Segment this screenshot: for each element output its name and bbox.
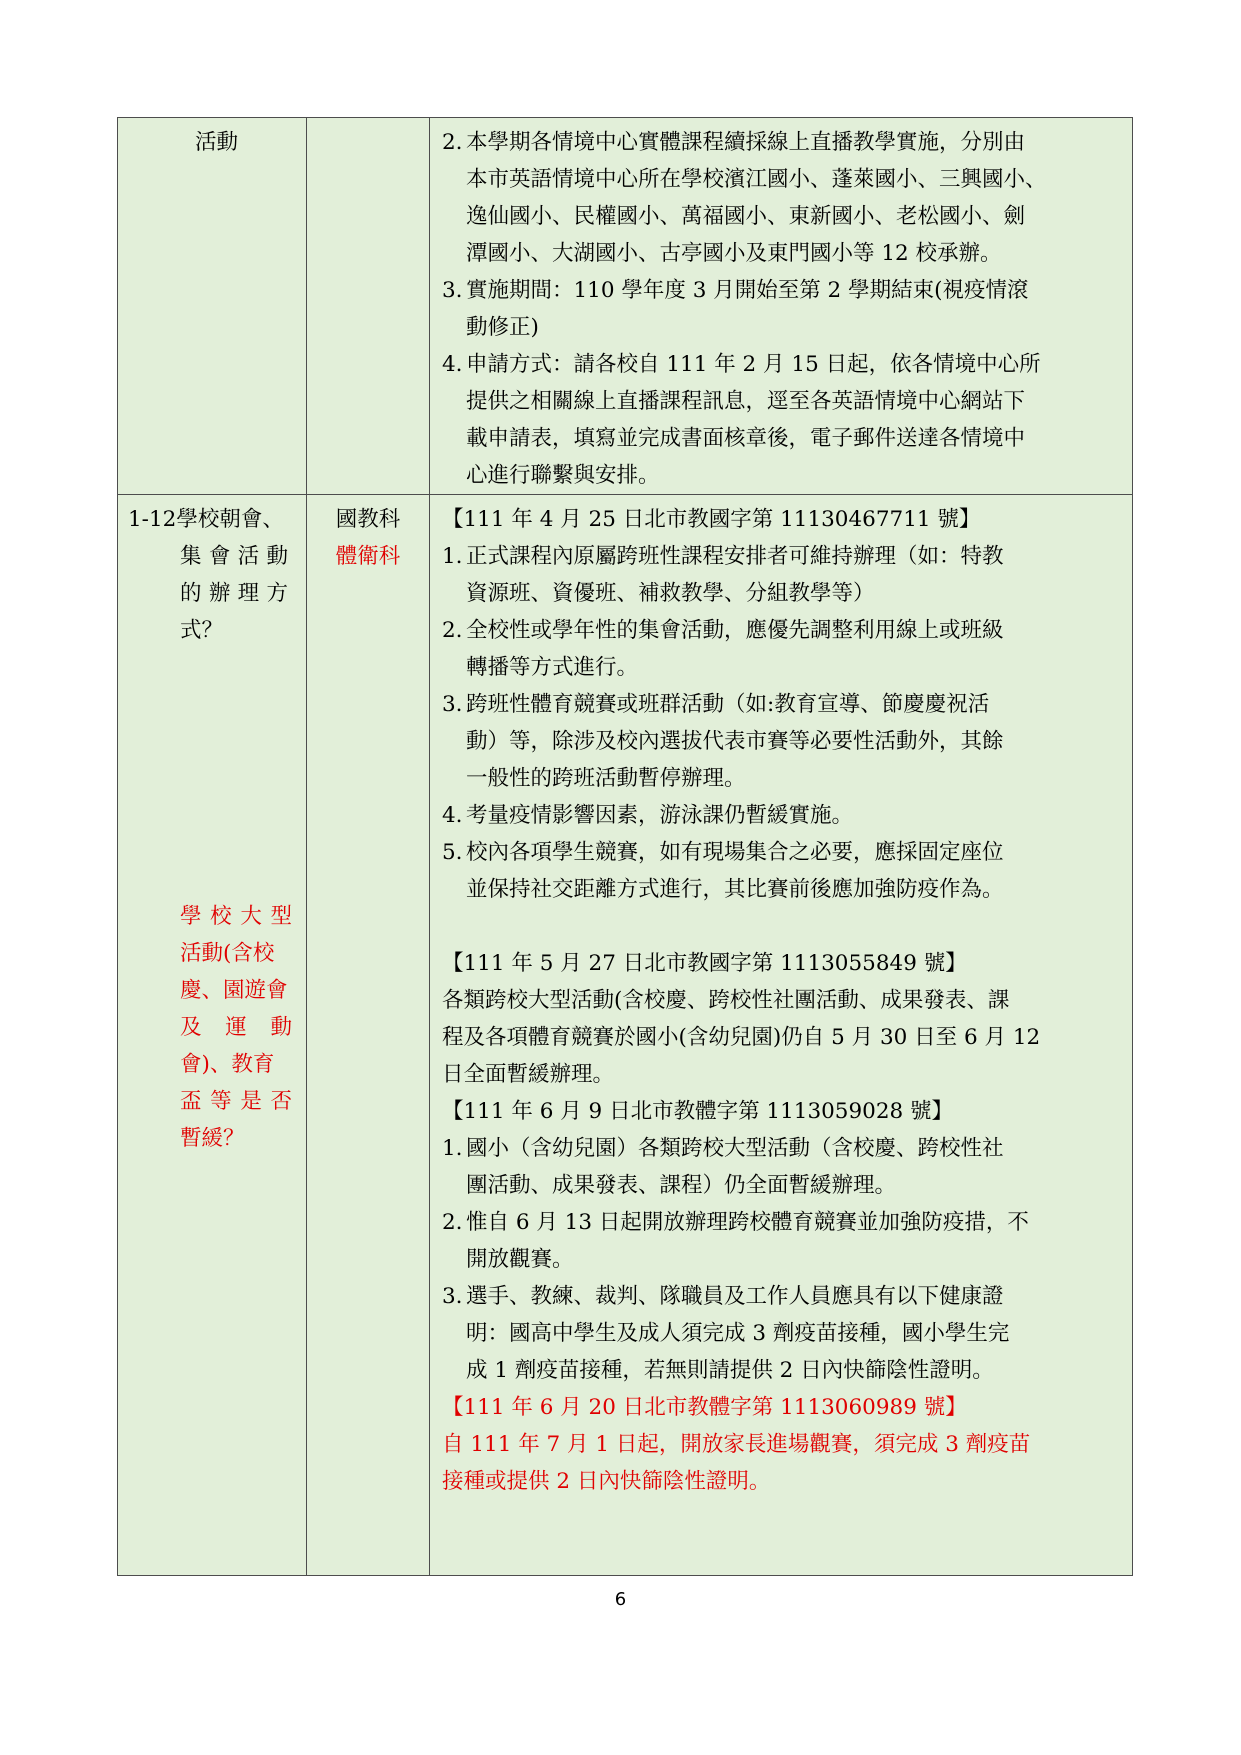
notice-body bbox=[442, 1426, 1132, 1500]
item-text: 開放觀賽。 bbox=[466, 1247, 574, 1272]
item-text: 全校性或學年性的集會活動，應優先調整利用線上或班級 bbox=[466, 618, 1004, 643]
list-item bbox=[442, 1130, 1132, 1204]
answer-list bbox=[442, 1130, 1132, 1389]
table-row bbox=[118, 495, 1133, 1576]
item-number: 3. bbox=[442, 278, 463, 303]
item-number: 1. bbox=[442, 1136, 463, 1161]
item-text: 考量疫情影響因素，游泳課仍暫緩實施。 bbox=[466, 803, 854, 828]
item-text: 動）等，除涉及校內選拔代表市賽等必要性活動外，其餘 bbox=[466, 729, 1004, 754]
notice-text: 自 111 年 7 月 1 日起，開放家長進場觀賽，須完成 3 劑疫苗 bbox=[442, 1432, 1031, 1457]
question-1-text: 的 辦 理 方 bbox=[180, 581, 288, 606]
item-text: 本市英語情境中心所在學校濱江國小、蓬萊國小、三興國小、 bbox=[466, 167, 1047, 192]
question-1-text: 學校朝會、 bbox=[176, 507, 284, 532]
item-text: 國小（含幼兒園）各類跨校大型活動（含校慶、跨校性社 bbox=[466, 1136, 1004, 1161]
item-number: 4. bbox=[442, 803, 463, 828]
answer-cell bbox=[430, 118, 1133, 495]
list-item bbox=[442, 1278, 1132, 1389]
item-text: 動修正) bbox=[466, 315, 539, 340]
item-number: 1. bbox=[442, 544, 463, 569]
item-number: 3. bbox=[442, 692, 463, 717]
notice-text: 日全面暫緩辦理。 bbox=[442, 1062, 615, 1087]
question-text: 活動 bbox=[195, 130, 239, 155]
list-item bbox=[442, 124, 1132, 272]
item-number: 5. bbox=[442, 840, 463, 865]
list-item bbox=[442, 797, 1132, 834]
item-text: 潭國小、大湖國小、古亭國小及東門國小等 12 校承辦。 bbox=[466, 241, 1002, 266]
notice-text: 程及各項體育競賽於國小(含幼兒園)仍自 5 月 30 日至 6 月 12 bbox=[442, 1025, 1041, 1050]
item-text: 一般性的跨班活動暫停辦理。 bbox=[466, 766, 746, 791]
question-cell bbox=[118, 118, 307, 495]
item-text: 正式課程內原屬跨班性課程安排者可維持辦理（如：特教 bbox=[466, 544, 1004, 569]
item-text: 實施期間：110 學年度 3 月開始至第 2 學期結束(視疫情滾 bbox=[466, 278, 1029, 303]
notice-header: 【111 年 4 月 25 日北市教國字第 1113046771​1 號】 bbox=[442, 507, 981, 532]
answer-list bbox=[442, 538, 1132, 908]
table-row bbox=[118, 118, 1133, 495]
item-text: 本學期各情境中心實體課程續採線上直播教學實施，分別由 bbox=[466, 130, 1026, 155]
question-2-text: 學 校 大 型 bbox=[180, 904, 292, 929]
question-number: 1-12 bbox=[128, 507, 177, 532]
item-text: 校內各項學生競賽，如有現場集合之必要，應採固定座位 bbox=[466, 840, 1004, 865]
qa-table bbox=[117, 117, 1133, 1576]
question-2-text: 盃 等 是 否 bbox=[180, 1089, 292, 1114]
list-item bbox=[442, 834, 1132, 908]
question-2-text: 慶、園遊會 bbox=[180, 978, 288, 1003]
item-text: 並保持社交距離方式進行，其比賽前後應加強防疫作為。 bbox=[466, 877, 1004, 902]
question-1-rest bbox=[118, 538, 288, 649]
item-number: 2. bbox=[442, 130, 463, 155]
item-text: 明：國高中學生及成人須完成 3 劑疫苗接種，國小學生完 bbox=[466, 1321, 1010, 1346]
notice-text: 各類跨校大型活動(含校慶、跨校性社團活動、成果發表、課 bbox=[442, 988, 1010, 1013]
list-item bbox=[442, 538, 1132, 612]
item-number: 2. bbox=[442, 618, 463, 643]
notice-header: 【111 年 6 月 9 日北市教體字第 1113059028 號】 bbox=[442, 1099, 954, 1124]
notice-header: 【111 年 6 月 20 日北市教體字第 1113060989 號】 bbox=[442, 1395, 967, 1420]
item-text: 心進行聯繫與安排。 bbox=[466, 463, 660, 488]
unit-name: 國教科 bbox=[335, 507, 401, 532]
item-number: 2. bbox=[442, 1210, 463, 1235]
item-text: 跨班性體育競賽或班群活動（如:教育宣導、節慶慶祝活 bbox=[466, 692, 990, 717]
item-text: 逸仙國小、民權國小、萬福國小、東新國小、老松國小、劍 bbox=[466, 204, 1026, 229]
answer-list bbox=[442, 124, 1132, 494]
question-2-text: 暫緩？ bbox=[180, 1126, 245, 1151]
item-text: 選手、教練、裁判、隊職員及工作人員應具有以下健康證 bbox=[466, 1284, 1004, 1309]
unit-cell bbox=[307, 118, 430, 495]
unit-name: 體衛科 bbox=[335, 544, 401, 569]
question-1-line bbox=[118, 501, 306, 538]
answer-cell bbox=[430, 495, 1133, 1576]
question-2-text: 活動(含校 bbox=[180, 941, 275, 966]
list-item bbox=[442, 686, 1132, 797]
item-text: 提供之相關線上直播課程訊息，逕至各英語情境中心網站下 bbox=[466, 389, 1026, 414]
item-number: 4. bbox=[442, 352, 463, 377]
item-text: 申請方式：請各校自 111 年 2 月 15 日起，依各情境中心所 bbox=[466, 352, 1041, 377]
page-number: 6 bbox=[614, 1589, 627, 1610]
item-text: 惟自 6 月 13 日起開放辦理跨校體育競賽並加強防疫措，不 bbox=[466, 1210, 1029, 1235]
list-item bbox=[442, 1204, 1132, 1278]
unit-cell bbox=[307, 495, 430, 1576]
question-1-text: 式？ bbox=[180, 618, 224, 643]
notice-body bbox=[442, 982, 1132, 1093]
notice-header: 【111 年 5 月 27 日北市教國字第 1113055849 號】 bbox=[442, 951, 967, 976]
question-2-text: 及 運 動 bbox=[180, 1015, 292, 1040]
item-text: 載申請表，填寫並完成書面核章後，電子郵件送達各情境中 bbox=[466, 426, 1026, 451]
item-text: 成 1 劑疫苗接種，若無則請提供 2 日內快篩陰性證明。 bbox=[466, 1358, 994, 1383]
question-2 bbox=[118, 898, 292, 1157]
item-text: 轉播等方式進行。 bbox=[466, 655, 639, 680]
question-1-text: 集 會 活 動 bbox=[180, 544, 288, 569]
item-text: 資源班、資優班、補救教學、分組教學等） bbox=[466, 581, 875, 606]
list-item bbox=[442, 612, 1132, 686]
question-cell bbox=[118, 495, 307, 1576]
question-2-text: 會)、教育 bbox=[180, 1052, 275, 1077]
list-item bbox=[442, 346, 1132, 494]
list-item bbox=[442, 272, 1132, 346]
item-number: 3. bbox=[442, 1284, 463, 1309]
item-text: 團活動、成果發表、課程）仍全面暫緩辦理。 bbox=[466, 1173, 897, 1198]
notice-text: 接種或提供 2 日內快篩陰性證明。 bbox=[442, 1469, 771, 1494]
